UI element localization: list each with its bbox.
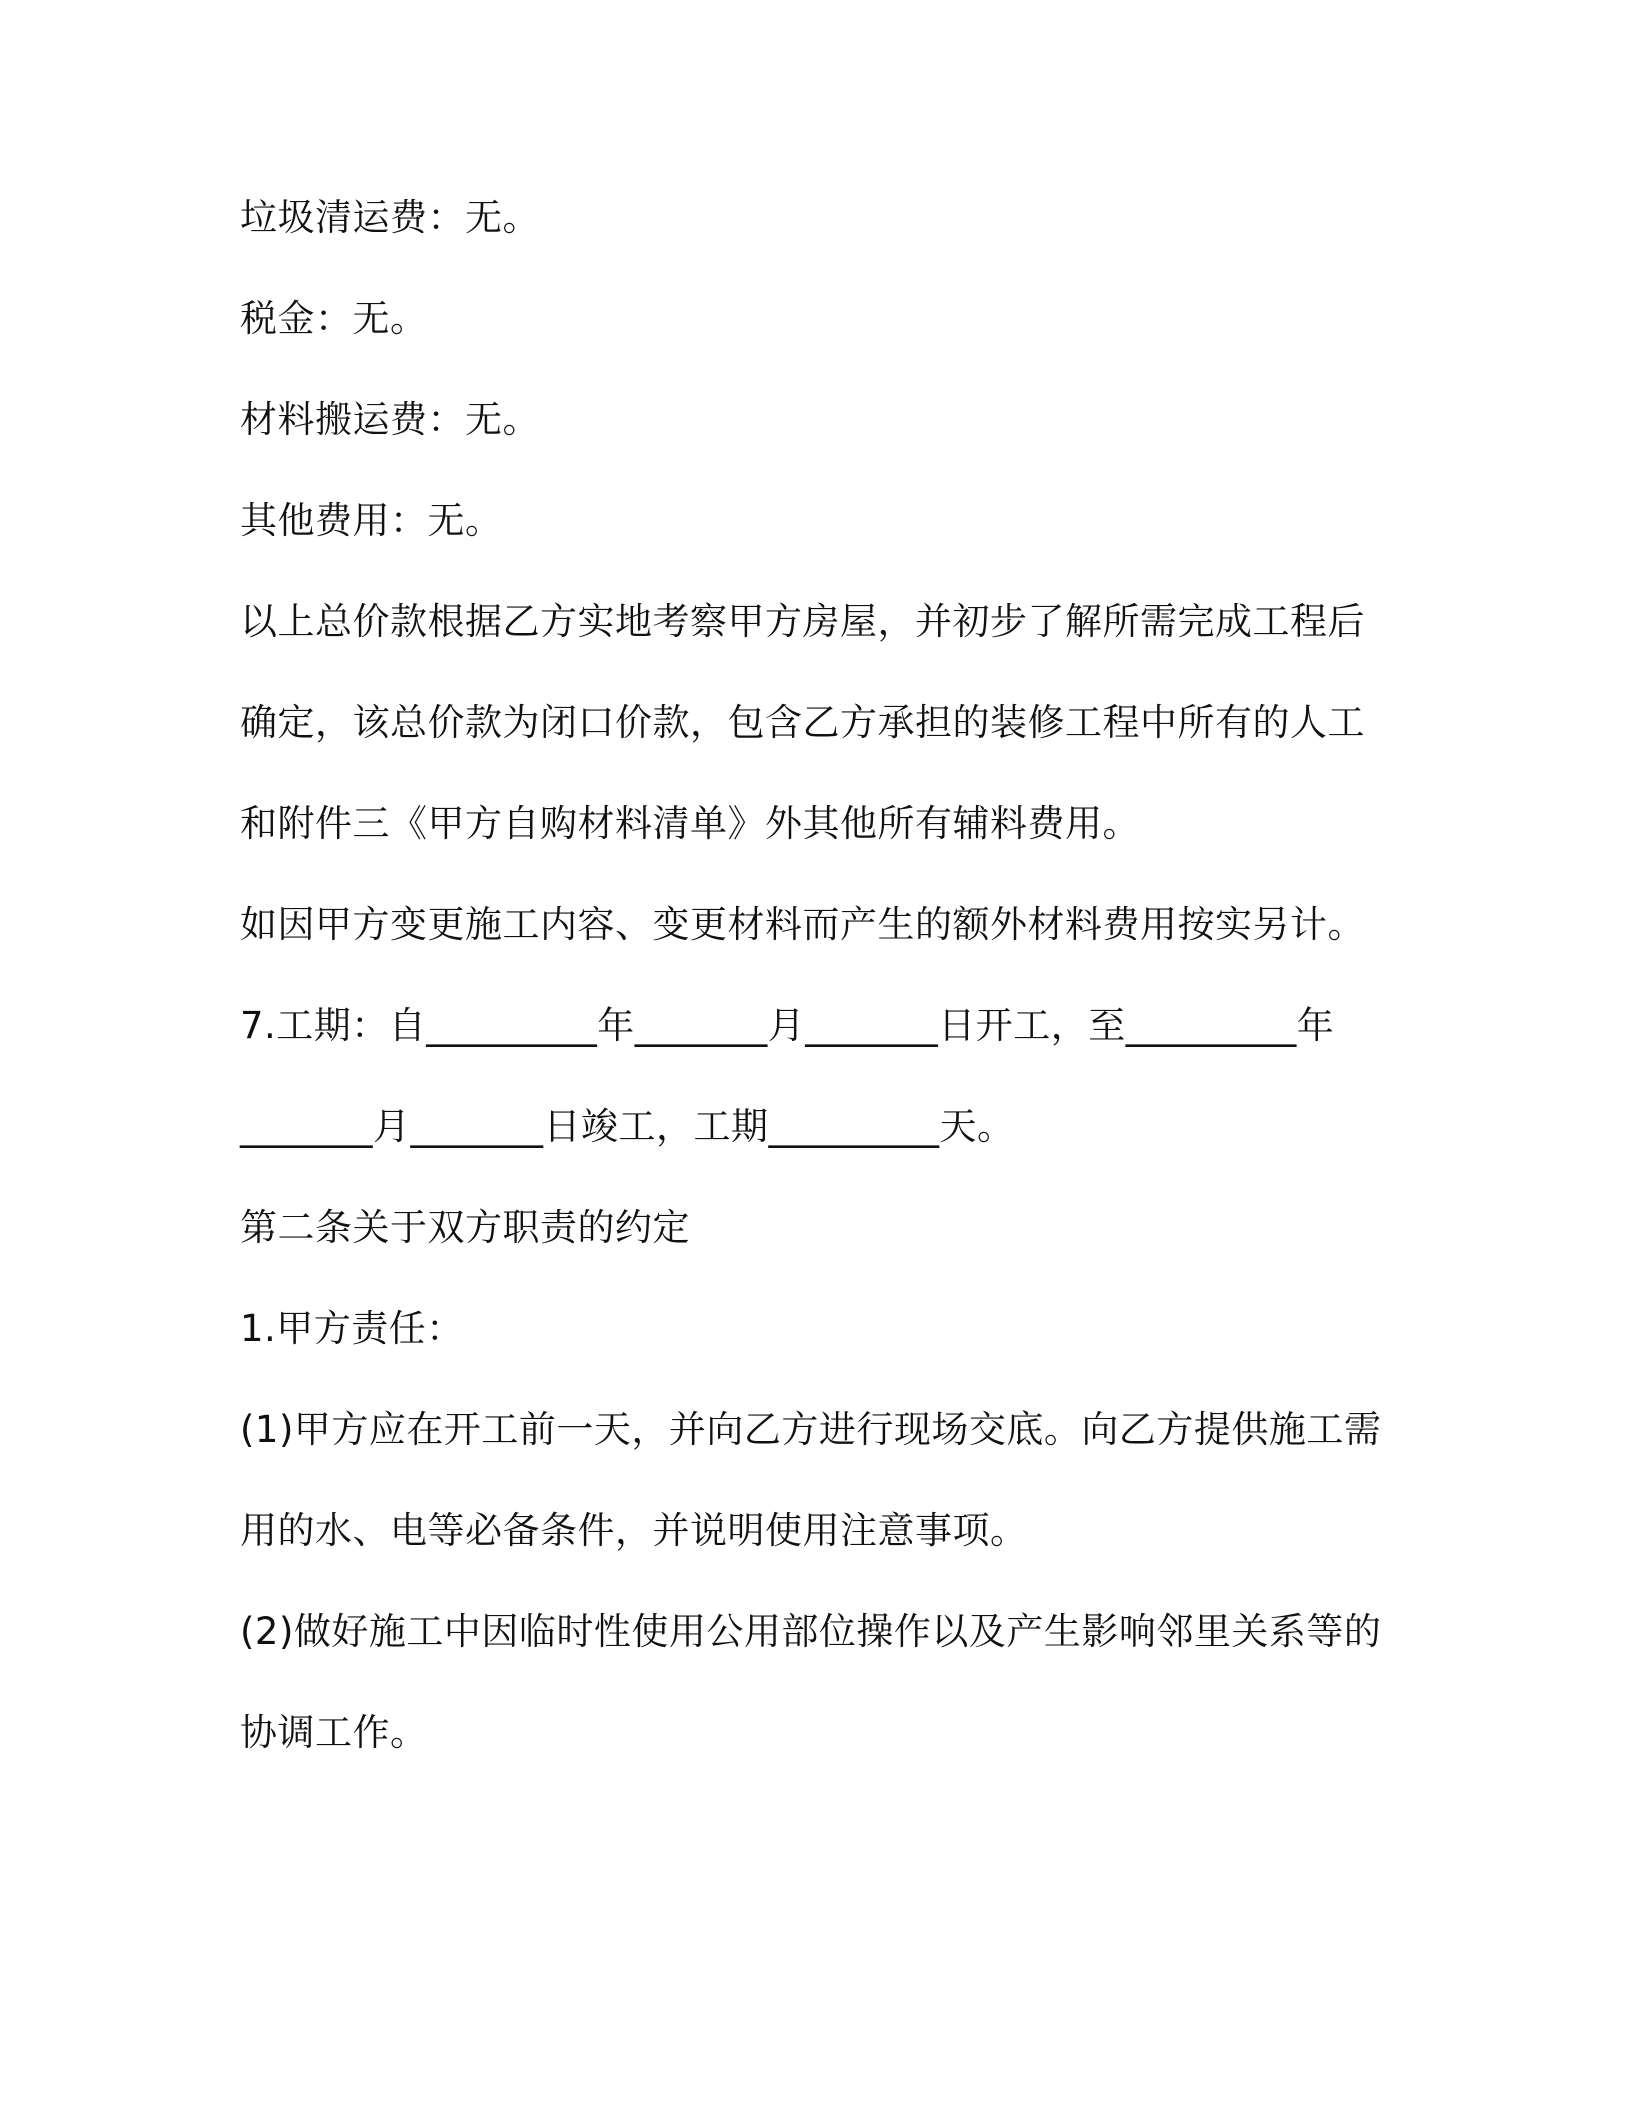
document-body xyxy=(240,190,1420,1806)
text-line-material-transport-fee: 材料搬运费：无。 xyxy=(240,398,540,441)
text-line-other-fees: 其他费用：无。 xyxy=(240,499,503,542)
text-line-garbage-fee: 垃圾清运费：无。 xyxy=(240,196,540,239)
paragraph-change-costs: 如因甲方变更施工内容、变更材料而产生的额外材料费用按实另计。 xyxy=(240,903,1365,946)
text-line-tax: 税金：无。 xyxy=(240,297,428,340)
paragraph-total-price-line-1: 以上总价款根据乙方实地考察甲方房屋，并初步了解所需完成工程后 xyxy=(240,600,1365,643)
clause-2-line-1: (2)做好施工中因临时性使用公用部位操作以及产生影响邻里关系等的 xyxy=(240,1610,1382,1653)
paragraph-total-price-line-2: 确定，该总价款为闭口价款，包含乙方承担的装修工程中所有的人工 xyxy=(240,701,1365,744)
construction-period-line-2: _______月_______日竣工，工期_________天。 xyxy=(240,1105,1015,1148)
clause-1-line-2: 用的水、电等必备条件，并说明使用注意事项。 xyxy=(240,1509,1028,1552)
paragraph-total-price-line-3: 和附件三《甲方自购材料清单》外其他所有辅料费用。 xyxy=(240,802,1140,845)
section-heading-article-2: 第二条关于双方职责的约定 xyxy=(240,1206,690,1249)
clause-2-line-2: 协调工作。 xyxy=(240,1711,428,1754)
subheading-party-a-responsibilities: 1.甲方责任： xyxy=(240,1307,464,1350)
clause-1-line-1: (1)甲方应在开工前一天，并向乙方进行现场交底。向乙方提供施工需 xyxy=(240,1408,1382,1451)
construction-period-line-1: 7.工期：自_________年_______月_______日开工，至_________年 xyxy=(240,1004,1335,1047)
